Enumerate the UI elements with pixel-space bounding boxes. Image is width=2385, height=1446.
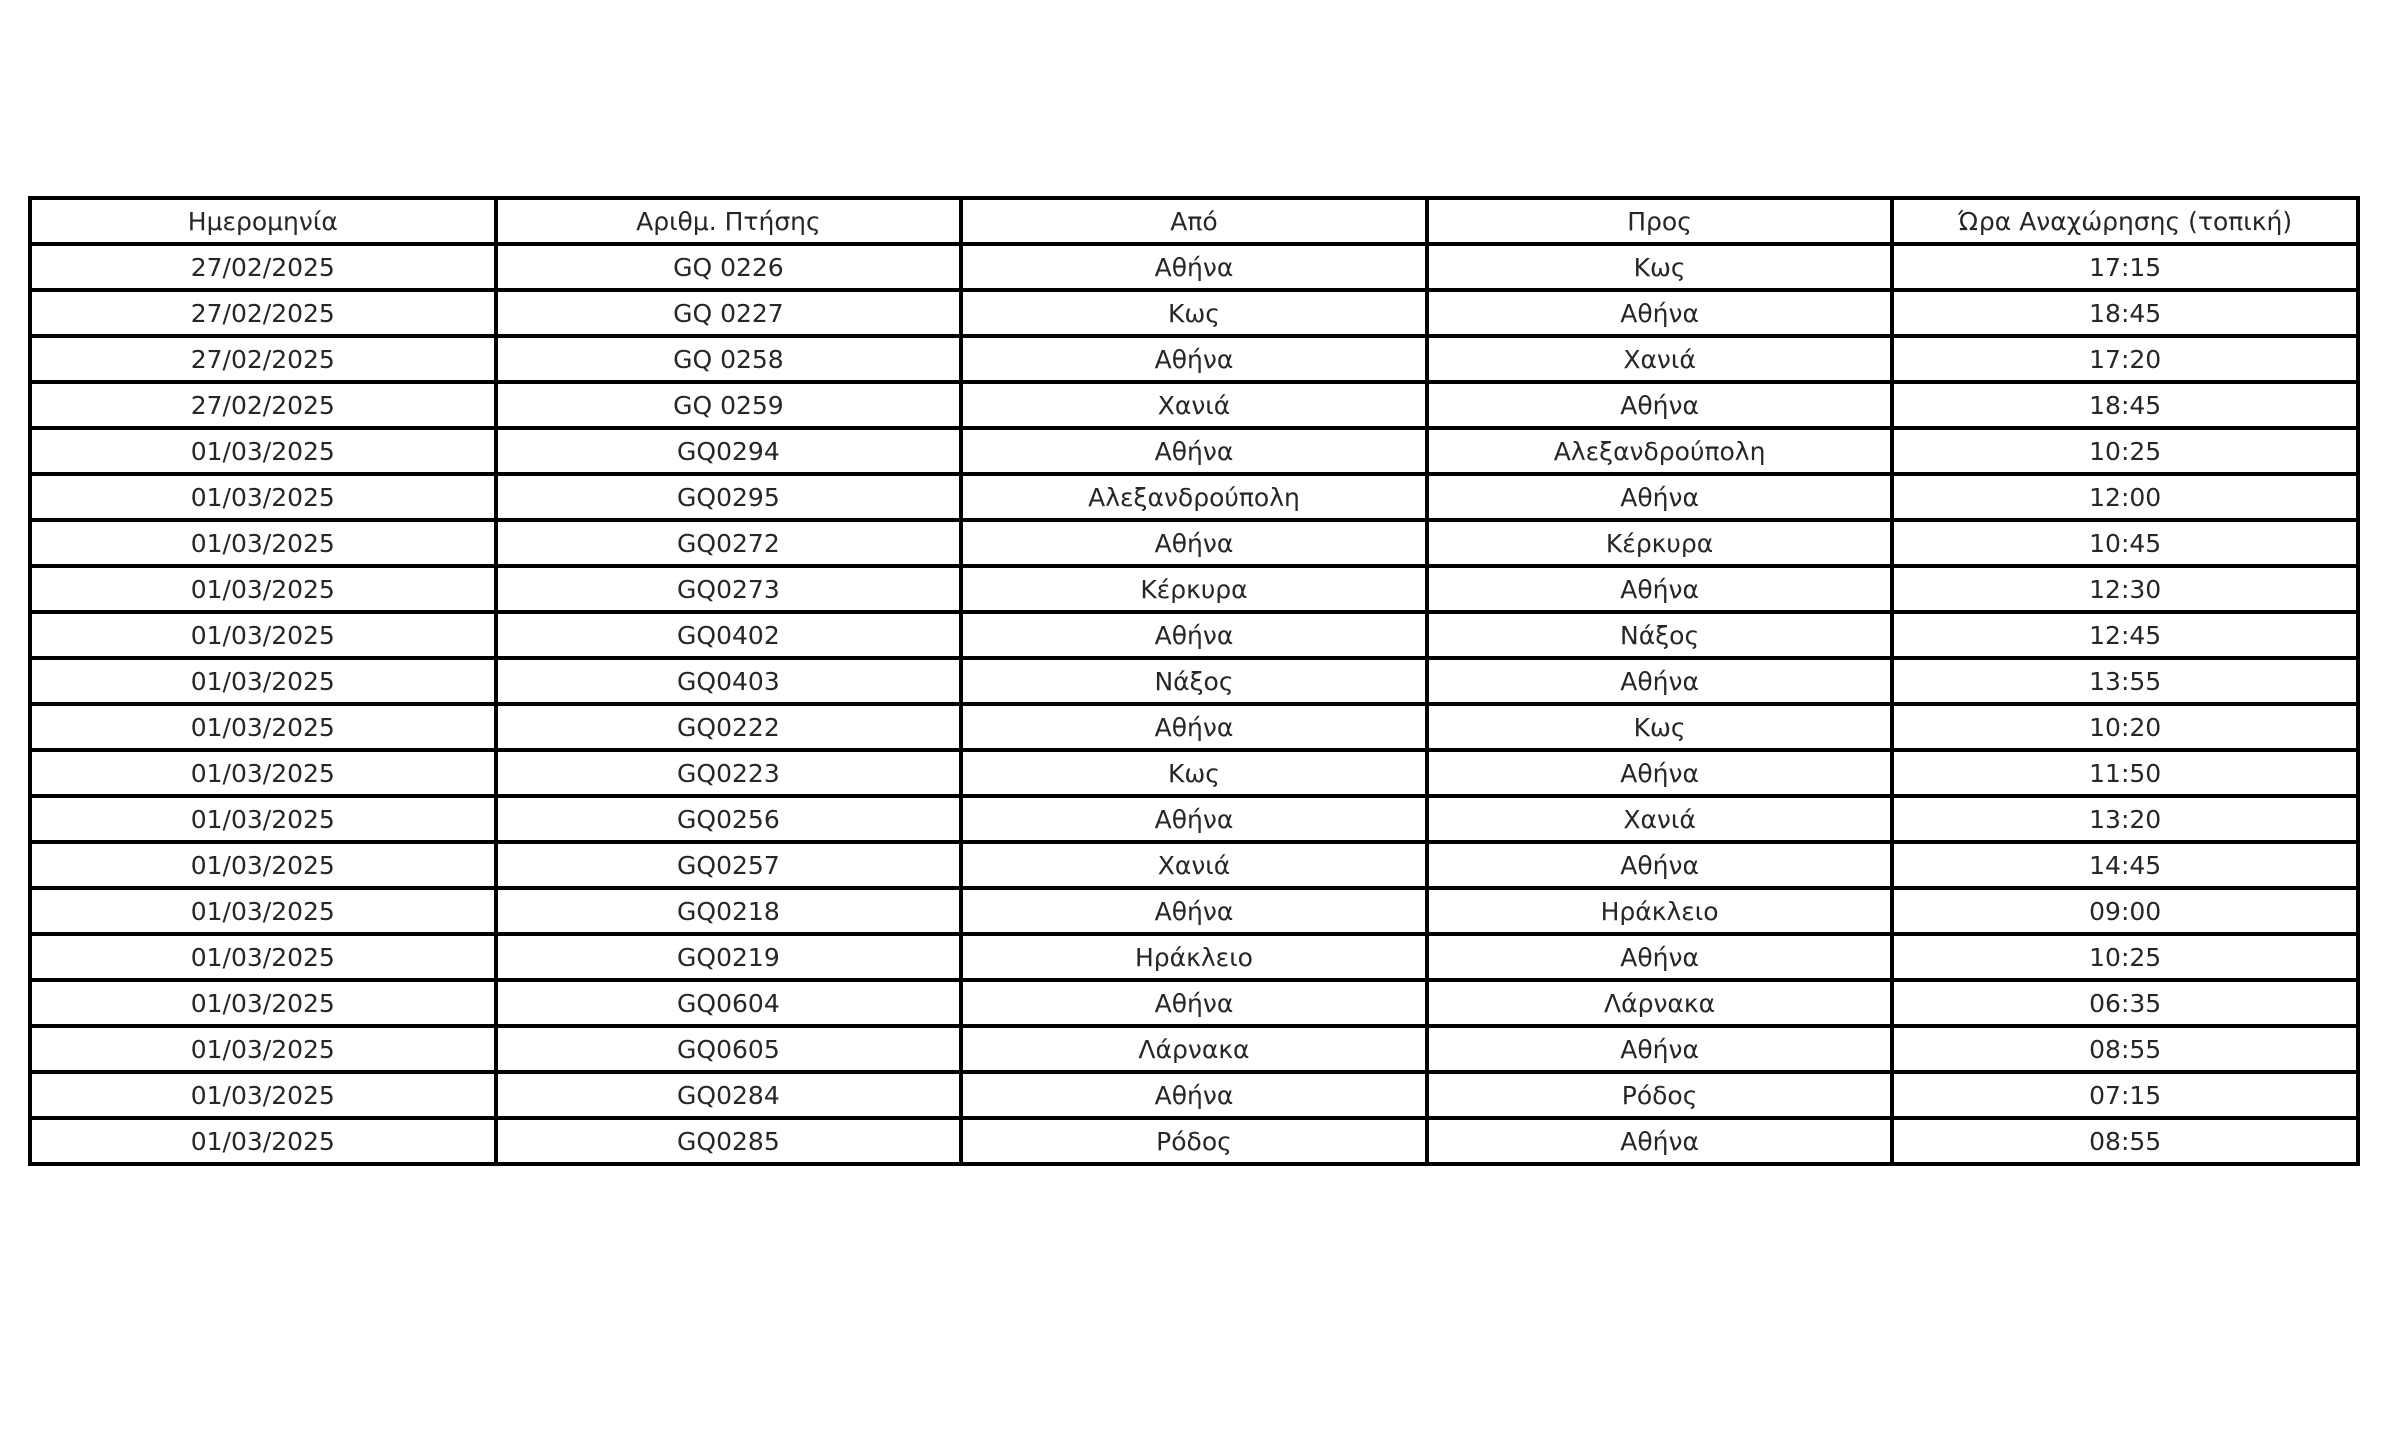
cell-date: 01/03/2025: [30, 888, 496, 934]
cell-to: Χανιά: [1427, 336, 1893, 382]
header-date: Ημερομηνία: [30, 198, 496, 244]
cell-from: Αθήνα: [961, 336, 1427, 382]
table-row: [30, 888, 2358, 934]
cell-flight-number: GQ0272: [496, 520, 962, 566]
cell-departure-time: 13:55: [1892, 658, 2358, 704]
cell-date: 01/03/2025: [30, 704, 496, 750]
cell-departure-time: 17:20: [1892, 336, 2358, 382]
table-row: [30, 428, 2358, 474]
cell-flight-number: GQ0605: [496, 1026, 962, 1072]
cell-departure-time: 13:20: [1892, 796, 2358, 842]
cell-to: Αθήνα: [1427, 1118, 1893, 1164]
cell-flight-number: GQ0402: [496, 612, 962, 658]
cell-date: 01/03/2025: [30, 520, 496, 566]
cell-from: Χανιά: [961, 382, 1427, 428]
cell-from: Κως: [961, 290, 1427, 336]
flight-schedule-table: [28, 196, 2360, 1166]
cell-departure-time: 12:45: [1892, 612, 2358, 658]
table-row: [30, 520, 2358, 566]
cell-to: Αλεξανδρούπολη: [1427, 428, 1893, 474]
cell-date: 27/02/2025: [30, 336, 496, 382]
cell-flight-number: GQ 0259: [496, 382, 962, 428]
cell-from: Κως: [961, 750, 1427, 796]
cell-flight-number: GQ0273: [496, 566, 962, 612]
cell-departure-time: 17:15: [1892, 244, 2358, 290]
cell-from: Αθήνα: [961, 888, 1427, 934]
table-row: [30, 612, 2358, 658]
cell-to: Αθήνα: [1427, 842, 1893, 888]
cell-departure-time: 18:45: [1892, 290, 2358, 336]
cell-departure-time: 10:25: [1892, 428, 2358, 474]
cell-flight-number: GQ0219: [496, 934, 962, 980]
cell-departure-time: 10:45: [1892, 520, 2358, 566]
table-row: [30, 704, 2358, 750]
cell-flight-number: GQ0403: [496, 658, 962, 704]
cell-flight-number: GQ0256: [496, 796, 962, 842]
cell-flight-number: GQ 0226: [496, 244, 962, 290]
header-to: Προς: [1427, 198, 1893, 244]
cell-to: Αθήνα: [1427, 382, 1893, 428]
cell-date: 27/02/2025: [30, 382, 496, 428]
cell-date: 01/03/2025: [30, 934, 496, 980]
cell-flight-number: GQ 0227: [496, 290, 962, 336]
cell-to: Αθήνα: [1427, 474, 1893, 520]
cell-date: 27/02/2025: [30, 244, 496, 290]
table-row: [30, 1118, 2358, 1164]
cell-date: 01/03/2025: [30, 474, 496, 520]
cell-from: Αθήνα: [961, 244, 1427, 290]
cell-from: Αθήνα: [961, 1072, 1427, 1118]
cell-date: 01/03/2025: [30, 842, 496, 888]
table-row: [30, 796, 2358, 842]
cell-to: Νάξος: [1427, 612, 1893, 658]
header-flight-number: Αριθμ. Πτήσης: [496, 198, 962, 244]
cell-to: Αθήνα: [1427, 1026, 1893, 1072]
cell-from: Αθήνα: [961, 428, 1427, 474]
cell-flight-number: GQ0223: [496, 750, 962, 796]
cell-flight-number: GQ0257: [496, 842, 962, 888]
cell-departure-time: 10:20: [1892, 704, 2358, 750]
cell-to: Κως: [1427, 244, 1893, 290]
cell-from: Αθήνα: [961, 612, 1427, 658]
table-row: [30, 750, 2358, 796]
cell-date: 01/03/2025: [30, 1118, 496, 1164]
cell-departure-time: 08:55: [1892, 1026, 2358, 1072]
cell-departure-time: 07:15: [1892, 1072, 2358, 1118]
cell-date: 27/02/2025: [30, 290, 496, 336]
cell-departure-time: 06:35: [1892, 980, 2358, 1026]
table-row: [30, 244, 2358, 290]
cell-date: 01/03/2025: [30, 1072, 496, 1118]
cell-flight-number: GQ0218: [496, 888, 962, 934]
cell-date: 01/03/2025: [30, 1026, 496, 1072]
table-row: [30, 658, 2358, 704]
cell-from: Χανιά: [961, 842, 1427, 888]
header-row: [30, 198, 2358, 244]
cell-to: Αθήνα: [1427, 934, 1893, 980]
table-row: [30, 934, 2358, 980]
cell-departure-time: 14:45: [1892, 842, 2358, 888]
cell-to: Κως: [1427, 704, 1893, 750]
cell-date: 01/03/2025: [30, 612, 496, 658]
cell-from: Νάξος: [961, 658, 1427, 704]
cell-date: 01/03/2025: [30, 796, 496, 842]
cell-from: Αλεξανδρούπολη: [961, 474, 1427, 520]
cell-to: Χανιά: [1427, 796, 1893, 842]
table-row: [30, 566, 2358, 612]
cell-flight-number: GQ 0258: [496, 336, 962, 382]
table-row: [30, 1072, 2358, 1118]
cell-from: Ηράκλειο: [961, 934, 1427, 980]
cell-from: Αθήνα: [961, 704, 1427, 750]
cell-departure-time: 09:00: [1892, 888, 2358, 934]
cell-date: 01/03/2025: [30, 658, 496, 704]
cell-from: Κέρκυρα: [961, 566, 1427, 612]
table-body: [30, 244, 2358, 1164]
cell-to: Αθήνα: [1427, 566, 1893, 612]
header-departure-time: Ώρα Αναχώρησης (τοπική): [1892, 198, 2358, 244]
table-header: [30, 198, 2358, 244]
cell-from: Ρόδος: [961, 1118, 1427, 1164]
cell-flight-number: GQ0284: [496, 1072, 962, 1118]
cell-from: Αθήνα: [961, 520, 1427, 566]
table-row: [30, 474, 2358, 520]
cell-departure-time: 12:00: [1892, 474, 2358, 520]
table-row: [30, 980, 2358, 1026]
flight-schedule-table-container: [28, 196, 2360, 1166]
table-row: [30, 336, 2358, 382]
cell-flight-number: GQ0285: [496, 1118, 962, 1164]
table-row: [30, 290, 2358, 336]
cell-departure-time: 10:25: [1892, 934, 2358, 980]
cell-date: 01/03/2025: [30, 750, 496, 796]
cell-flight-number: GQ0294: [496, 428, 962, 474]
cell-departure-time: 12:30: [1892, 566, 2358, 612]
table-row: [30, 1026, 2358, 1072]
cell-date: 01/03/2025: [30, 980, 496, 1026]
cell-from: Λάρνακα: [961, 1026, 1427, 1072]
cell-departure-time: 08:55: [1892, 1118, 2358, 1164]
cell-departure-time: 11:50: [1892, 750, 2358, 796]
cell-flight-number: GQ0222: [496, 704, 962, 750]
cell-flight-number: GQ0295: [496, 474, 962, 520]
cell-to: Κέρκυρα: [1427, 520, 1893, 566]
cell-flight-number: GQ0604: [496, 980, 962, 1026]
cell-from: Αθήνα: [961, 980, 1427, 1026]
cell-to: Αθήνα: [1427, 658, 1893, 704]
cell-to: Ηράκλειο: [1427, 888, 1893, 934]
cell-to: Ρόδος: [1427, 1072, 1893, 1118]
table-row: [30, 382, 2358, 428]
cell-to: Λάρνακα: [1427, 980, 1893, 1026]
cell-date: 01/03/2025: [30, 566, 496, 612]
cell-to: Αθήνα: [1427, 290, 1893, 336]
header-from: Από: [961, 198, 1427, 244]
cell-departure-time: 18:45: [1892, 382, 2358, 428]
cell-to: Αθήνα: [1427, 750, 1893, 796]
cell-date: 01/03/2025: [30, 428, 496, 474]
table-row: [30, 842, 2358, 888]
cell-from: Αθήνα: [961, 796, 1427, 842]
